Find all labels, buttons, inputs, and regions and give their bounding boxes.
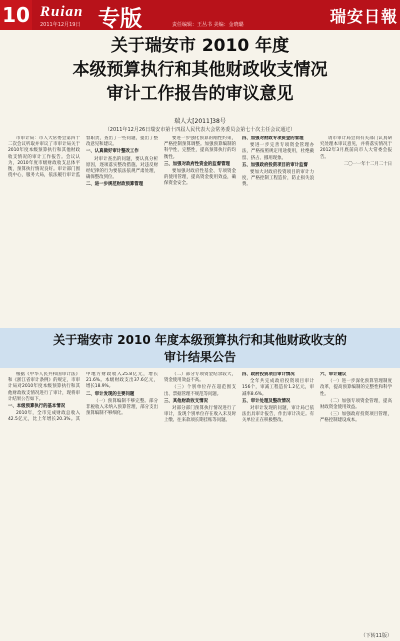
paragraph: 全年共完成政府投资项目审计156个，审减工程造价1.2亿元，审减率8.6%。 (242, 379, 314, 397)
article2-body (8, 372, 392, 634)
paragraph: （三）个别单位存在超范围支出、票据管理不规范等问题。 (164, 385, 236, 397)
paragraph: （二）部分专项资金结余较大，资金使用效益不高。 (164, 372, 236, 384)
paragraph: 要进一步完善专项资金管理办法，严格按照规定用途使用，杜绝截留、挤占、挪用现象。 (242, 143, 314, 161)
section-heading: 三、其他财政收支情况 (164, 398, 208, 404)
paragraph: 要加大对政府投资项目的审计力度，严格控制工程造价，防止损失浪费。 (242, 170, 314, 188)
section-heading: 三、加强对政府性资金的监督管理 (164, 161, 230, 167)
article1-title-line: 本级预算执行和其他财政收支情况 (72, 60, 328, 80)
section-title: 专版 (98, 7, 143, 32)
paragraph: 对部分部门预算执行情况进行了审计，发现个别单位存在收入未及时上缴、往来款项长期挂账等问题。 (164, 406, 236, 424)
paragraph: （一）预算编制不够完整。部分非税收入未纳入预算管理，部分支出预算编制不够细化。 (86, 398, 158, 417)
paragraph: 对审计发现的问题，审计局已依法出具审计报告，作出审计决定。有关单位正在积极整改。 (242, 406, 314, 424)
continued-note: （下转11版） (360, 633, 392, 639)
section-heading: 五、审计处理及整改情况 (242, 398, 291, 404)
article2-title-line: 审计结果公告 (163, 350, 236, 364)
masthead-logo: 瑞安日報 (330, 7, 399, 26)
paragraph: 2010年，全市完成财政总收入42.5亿元，比上年增长20.3%。其中地方财政收入25.8亿元，增长21.6%。本级财政支出37.6亿元，增长18.9%。 (8, 372, 158, 423)
paragraph: 要进一步强化预算的刚性约束，严格控制预算调整。加强预算编制的科学性、完整性，提高预算执行的均衡性。 (164, 136, 236, 160)
article1-body (8, 136, 392, 326)
article1-title (0, 34, 400, 106)
paragraph: 请市审计局会同有关部门认真研究处理本审议意见，并将落实情况于2012年3月底前向市人大常委会报告。 (320, 136, 392, 160)
paragraph: 对审计查出的问题，要认真分析原因，逐项落实整改措施。对违反财经纪律的行为要依法依规严肃处理，确保整改到位。 (86, 156, 158, 181)
paragraph: （三）加强政府投资项目管理，严格控制建设成本。 (320, 412, 392, 424)
section-latin: Ruian (40, 4, 84, 20)
section-heading: 一、认真做好审计整改工作 (86, 149, 139, 155)
paragraph: 市审计局：市人大常委会第四十二次会议听取并审议了市审计局关于2010年度本级预算执行和其他财政收支情况的审计工作报告。会议认为，2010年度市级财政收支总体平衡，预算执行情况良好。审计部门围绕中心，服务大局，依法履行审计监督职责，查出了一些问题，提出了整改意见和建议。 (8, 136, 158, 179)
section-heading: 六、审计建议 (320, 372, 347, 377)
article1-title-line: 关于瑞安市 2010 年度 (110, 36, 290, 56)
section-heading: 四、政府投资项目审计情况 (242, 372, 295, 377)
paragraph: （一）进一步深化预算管理制度改革，提高预算编制的完整性和科学性。 (320, 379, 392, 397)
section-heading: 二、审计发现的主要问题 (86, 391, 135, 397)
paragraph: 根据《中华人民共和国审计法》和《浙江省审计条例》的规定，市审计局对2010年度本级预算执行和其他财政收支情况进行了审计，现将审计结果公告如下。 (8, 372, 80, 402)
document-number: 瑞人大[2011]38号 (174, 118, 226, 125)
section-heading: 五、加强政府投资项目的审计监督 (242, 162, 308, 168)
paragraph: （二）加强专项资金管理，提高财政资金使用效益。 (320, 398, 392, 411)
article1-title-line: 审计工作报告的审议意见 (106, 84, 294, 104)
adoption-note: （2011年12月26日瑞安市第十四届人民代表大会常务委员会第七十次主任会议通过） (104, 127, 296, 133)
page-header (0, 0, 400, 30)
article2-title-line: 关于瑞安市 2010 年度本级预算执行和其他财政收支的 (53, 333, 347, 347)
section-heading: 一、本级预算执行的基本情况 (8, 404, 66, 410)
page-number: 10 (0, 0, 32, 30)
paragraph: 要加强对政府性基金、专项资金的使用管理，提高资金使用效益，确保资金安全。 (164, 169, 236, 187)
section-heading: 二、进一步规范财政预算管理 (86, 182, 144, 188)
editors-line: 责任编辑：王丛书 美编：金晓璐 (172, 22, 244, 28)
issue-date: 2011年12月19日 (40, 22, 81, 28)
section-heading: 四、加强对财政专项资金的管理 (242, 136, 304, 141)
signature-date: 二〇一一年十二月二十日 (343, 161, 392, 167)
